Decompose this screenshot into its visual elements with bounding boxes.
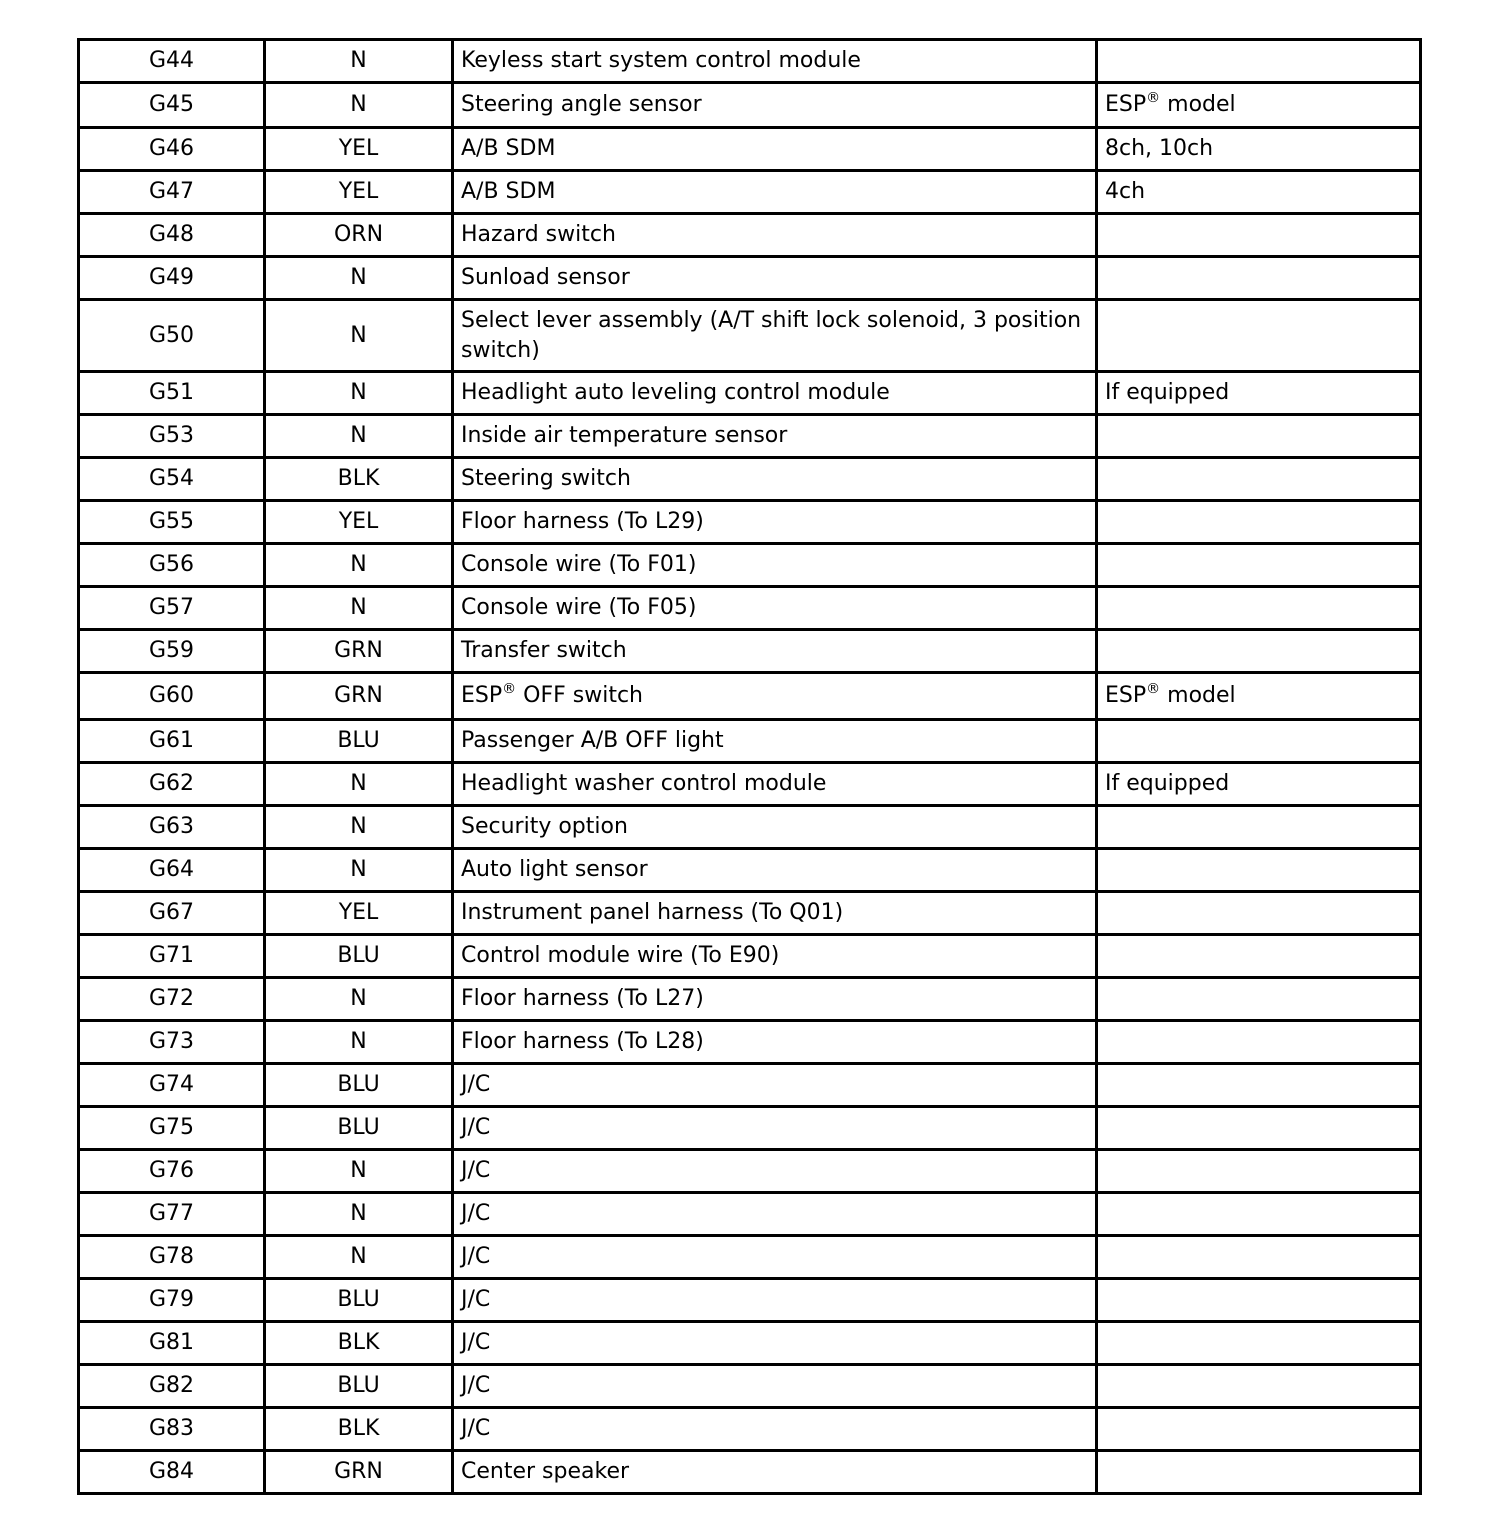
connector-description-cell: Control module wire (To E90): [453, 935, 1097, 978]
connector-color-cell: N: [265, 1193, 453, 1236]
connector-table: [77, 38, 1422, 1495]
connector-note-cell: [1097, 1322, 1421, 1365]
connector-description-cell: Steering angle sensor: [453, 83, 1097, 128]
connector-note-cell: ESP® model: [1097, 673, 1421, 720]
table-row: [79, 1193, 1421, 1236]
connector-note-cell: [1097, 1064, 1421, 1107]
connector-code-cell: G54: [79, 458, 265, 501]
connector-color-cell: YEL: [265, 892, 453, 935]
connector-code-cell: G48: [79, 214, 265, 257]
connector-code-cell: G79: [79, 1279, 265, 1322]
connector-color-cell: N: [265, 257, 453, 300]
connector-code-cell: G63: [79, 806, 265, 849]
connector-note-cell: [1097, 630, 1421, 673]
connector-description-cell: A/B SDM: [453, 128, 1097, 171]
connector-color-cell: GRN: [265, 673, 453, 720]
connector-code-cell: G82: [79, 1365, 265, 1408]
connector-description-cell: Steering switch: [453, 458, 1097, 501]
connector-code-cell: G45: [79, 83, 265, 128]
connector-color-cell: N: [265, 978, 453, 1021]
connector-description-cell: Headlight auto leveling control module: [453, 372, 1097, 415]
connector-color-cell: N: [265, 415, 453, 458]
table-row: [79, 587, 1421, 630]
table-row: [79, 806, 1421, 849]
table-row: [79, 1236, 1421, 1279]
connector-color-cell: GRN: [265, 1451, 453, 1494]
connector-description-cell: Keyless start system control module: [453, 40, 1097, 83]
connector-note-cell: If equipped: [1097, 372, 1421, 415]
connector-code-cell: G71: [79, 935, 265, 978]
connector-note-cell: [1097, 849, 1421, 892]
connector-note-cell: [1097, 40, 1421, 83]
connector-note-cell: If equipped: [1097, 763, 1421, 806]
connector-table-body: [79, 40, 1421, 1494]
connector-color-cell: ORN: [265, 214, 453, 257]
connector-color-cell: YEL: [265, 128, 453, 171]
connector-color-cell: GRN: [265, 630, 453, 673]
connector-color-cell: N: [265, 83, 453, 128]
connector-description-cell: Select lever assembly (A/T shift lock solenoid, 3 position switch): [453, 300, 1097, 372]
connector-code-cell: G49: [79, 257, 265, 300]
connector-description-cell: Console wire (To F01): [453, 544, 1097, 587]
connector-color-cell: BLU: [265, 720, 453, 763]
connector-description-cell: Hazard switch: [453, 214, 1097, 257]
connector-code-cell: G67: [79, 892, 265, 935]
connector-note-cell: [1097, 1451, 1421, 1494]
connector-note-cell: [1097, 1236, 1421, 1279]
connector-color-cell: N: [265, 300, 453, 372]
table-row: [79, 720, 1421, 763]
connector-color-cell: YEL: [265, 171, 453, 214]
table-row: [79, 83, 1421, 128]
connector-note-cell: [1097, 415, 1421, 458]
table-row: [79, 501, 1421, 544]
table-row: [79, 458, 1421, 501]
table-row: [79, 128, 1421, 171]
table-row: [79, 1021, 1421, 1064]
connector-color-cell: BLU: [265, 1064, 453, 1107]
connector-description-cell: ESP® OFF switch: [453, 673, 1097, 720]
connector-note-cell: 8ch, 10ch: [1097, 128, 1421, 171]
connector-description-cell: Security option: [453, 806, 1097, 849]
connector-note-cell: [1097, 1365, 1421, 1408]
connector-description-cell: J/C: [453, 1193, 1097, 1236]
table-row: [79, 214, 1421, 257]
connector-color-cell: BLU: [265, 1107, 453, 1150]
table-row: [79, 892, 1421, 935]
connector-note-cell: [1097, 214, 1421, 257]
connector-code-cell: G72: [79, 978, 265, 1021]
connector-color-cell: N: [265, 763, 453, 806]
connector-note-cell: [1097, 1279, 1421, 1322]
table-row: [79, 257, 1421, 300]
connector-note-cell: [1097, 892, 1421, 935]
connector-note-cell: [1097, 501, 1421, 544]
table-row: [79, 1279, 1421, 1322]
connector-code-cell: G75: [79, 1107, 265, 1150]
connector-description-cell: Transfer switch: [453, 630, 1097, 673]
table-row: [79, 372, 1421, 415]
connector-description-cell: J/C: [453, 1279, 1097, 1322]
connector-color-cell: N: [265, 1021, 453, 1064]
connector-color-cell: BLK: [265, 1408, 453, 1451]
connector-description-cell: Floor harness (To L29): [453, 501, 1097, 544]
connector-description-cell: Headlight washer control module: [453, 763, 1097, 806]
connector-color-cell: BLU: [265, 1365, 453, 1408]
connector-note-cell: [1097, 720, 1421, 763]
connector-description-cell: Inside air temperature sensor: [453, 415, 1097, 458]
connector-description-cell: J/C: [453, 1064, 1097, 1107]
connector-color-cell: BLU: [265, 1279, 453, 1322]
connector-description-cell: Floor harness (To L28): [453, 1021, 1097, 1064]
connector-note-cell: [1097, 458, 1421, 501]
connector-code-cell: G53: [79, 415, 265, 458]
connector-description-cell: Sunload sensor: [453, 257, 1097, 300]
connector-color-cell: BLK: [265, 1322, 453, 1365]
connector-code-cell: G55: [79, 501, 265, 544]
connector-note-cell: [1097, 1107, 1421, 1150]
connector-code-cell: G74: [79, 1064, 265, 1107]
connector-color-cell: N: [265, 1150, 453, 1193]
connector-code-cell: G60: [79, 673, 265, 720]
connector-code-cell: G47: [79, 171, 265, 214]
connector-color-cell: N: [265, 806, 453, 849]
table-row: [79, 978, 1421, 1021]
table-row: [79, 40, 1421, 83]
table-row: [79, 1107, 1421, 1150]
connector-description-cell: Auto light sensor: [453, 849, 1097, 892]
table-row: [79, 1365, 1421, 1408]
table-row: [79, 300, 1421, 372]
connector-note-cell: [1097, 587, 1421, 630]
table-row: [79, 1150, 1421, 1193]
connector-description-cell: Instrument panel harness (To Q01): [453, 892, 1097, 935]
table-row: [79, 673, 1421, 720]
connector-color-cell: N: [265, 1236, 453, 1279]
connector-code-cell: G59: [79, 630, 265, 673]
connector-color-cell: N: [265, 587, 453, 630]
connector-code-cell: G46: [79, 128, 265, 171]
connector-note-cell: [1097, 1408, 1421, 1451]
connector-note-cell: [1097, 806, 1421, 849]
connector-code-cell: G81: [79, 1322, 265, 1365]
table-row: [79, 1408, 1421, 1451]
connector-description-cell: J/C: [453, 1107, 1097, 1150]
connector-code-cell: G77: [79, 1193, 265, 1236]
connector-note-cell: [1097, 544, 1421, 587]
connector-note-cell: [1097, 1193, 1421, 1236]
table-row: [79, 1322, 1421, 1365]
connector-color-cell: BLU: [265, 935, 453, 978]
connector-code-cell: G57: [79, 587, 265, 630]
connector-description-cell: A/B SDM: [453, 171, 1097, 214]
connector-description-cell: J/C: [453, 1408, 1097, 1451]
connector-note-cell: [1097, 257, 1421, 300]
connector-code-cell: G73: [79, 1021, 265, 1064]
connector-code-cell: G56: [79, 544, 265, 587]
connector-color-cell: YEL: [265, 501, 453, 544]
connector-description-cell: J/C: [453, 1236, 1097, 1279]
connector-color-cell: N: [265, 849, 453, 892]
connector-color-cell: N: [265, 372, 453, 415]
connector-note-cell: [1097, 300, 1421, 372]
connector-description-cell: Center speaker: [453, 1451, 1097, 1494]
connector-code-cell: G62: [79, 763, 265, 806]
table-row: [79, 415, 1421, 458]
table-row: [79, 630, 1421, 673]
connector-code-cell: G44: [79, 40, 265, 83]
table-row: [79, 935, 1421, 978]
connector-description-cell: Floor harness (To L27): [453, 978, 1097, 1021]
connector-note-cell: [1097, 1021, 1421, 1064]
connector-code-cell: G61: [79, 720, 265, 763]
connector-note-cell: [1097, 935, 1421, 978]
connector-note-cell: ESP® model: [1097, 83, 1421, 128]
connector-description-cell: J/C: [453, 1150, 1097, 1193]
connector-code-cell: G51: [79, 372, 265, 415]
table-row: [79, 1451, 1421, 1494]
connector-description-cell: Passenger A/B OFF light: [453, 720, 1097, 763]
connector-description-cell: Console wire (To F05): [453, 587, 1097, 630]
connector-note-cell: 4ch: [1097, 171, 1421, 214]
table-row: [79, 544, 1421, 587]
connector-description-cell: J/C: [453, 1365, 1097, 1408]
connector-code-cell: G83: [79, 1408, 265, 1451]
connector-code-cell: G50: [79, 300, 265, 372]
table-row: [79, 1064, 1421, 1107]
table-row: [79, 763, 1421, 806]
connector-color-cell: BLK: [265, 458, 453, 501]
table-row: [79, 171, 1421, 214]
connector-note-cell: [1097, 978, 1421, 1021]
connector-code-cell: G84: [79, 1451, 265, 1494]
connector-code-cell: G76: [79, 1150, 265, 1193]
connector-description-cell: J/C: [453, 1322, 1097, 1365]
connector-code-cell: G78: [79, 1236, 265, 1279]
table-row: [79, 849, 1421, 892]
connector-color-cell: N: [265, 40, 453, 83]
connector-code-cell: G64: [79, 849, 265, 892]
connector-note-cell: [1097, 1150, 1421, 1193]
connector-color-cell: N: [265, 544, 453, 587]
